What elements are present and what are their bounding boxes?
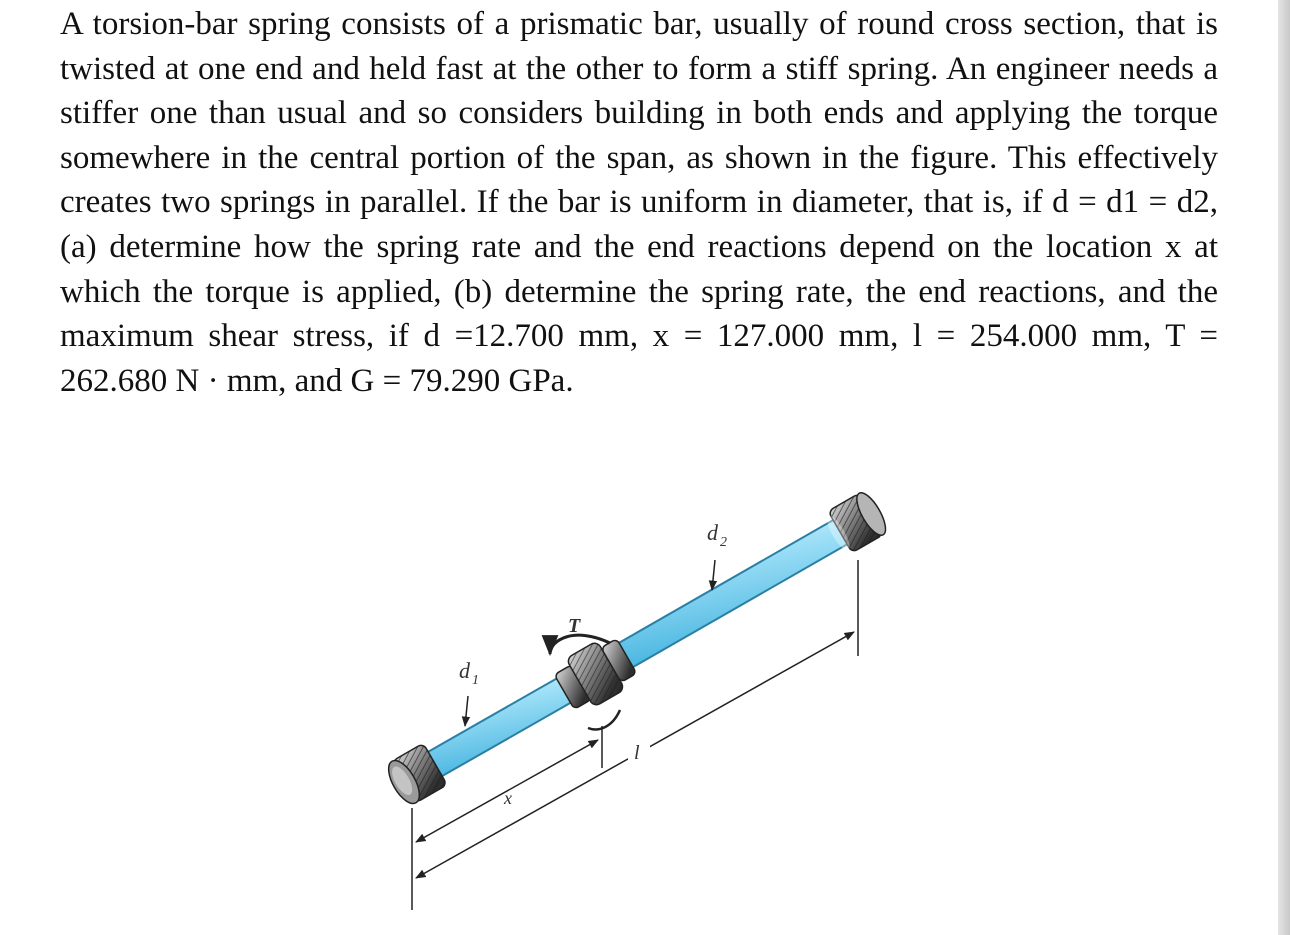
d1-subscript: 1 xyxy=(472,673,479,688)
torsion-bar-figure xyxy=(362,478,920,918)
d2-label: d xyxy=(707,520,718,545)
problem-statement xyxy=(60,2,1218,403)
page-edge-shadow xyxy=(1278,0,1290,935)
d1-annotation xyxy=(459,658,479,726)
d1-label: d xyxy=(459,658,470,683)
l-dimension xyxy=(416,632,854,878)
problem-text: A torsion-bar spring consists of a prismatic bar, usually of round cross section, that is twisted at one end and held fast at the other to form a stiff spring. An engineer needs a stiffer one than usual and so considers building in both ends and applying the torque somewhere in the central portion of the span, as shown in the figure. This effectively creates two springs in parallel. If the bar is uniform in diameter, that is, if d = d1 = d2, (a) determine how the spring rate and the end reactions depend on the location x at which the torque is applied, (b) determine the spring rate, the end reactions, and the maximum shear stress, if d =12.700 mm, x = 127.000 mm, l = 254.000 mm, T = 262.680 N · mm, and G = 79.290 GPa. xyxy=(60,6,1218,399)
x-label: x xyxy=(504,788,512,808)
bar-right-segment xyxy=(612,530,844,663)
d2-annotation xyxy=(707,520,727,590)
torsion-bar-diagram xyxy=(362,478,920,918)
torque-label: T xyxy=(568,615,581,637)
l-label: l xyxy=(634,742,640,764)
d2-subscript: 2 xyxy=(720,535,727,550)
